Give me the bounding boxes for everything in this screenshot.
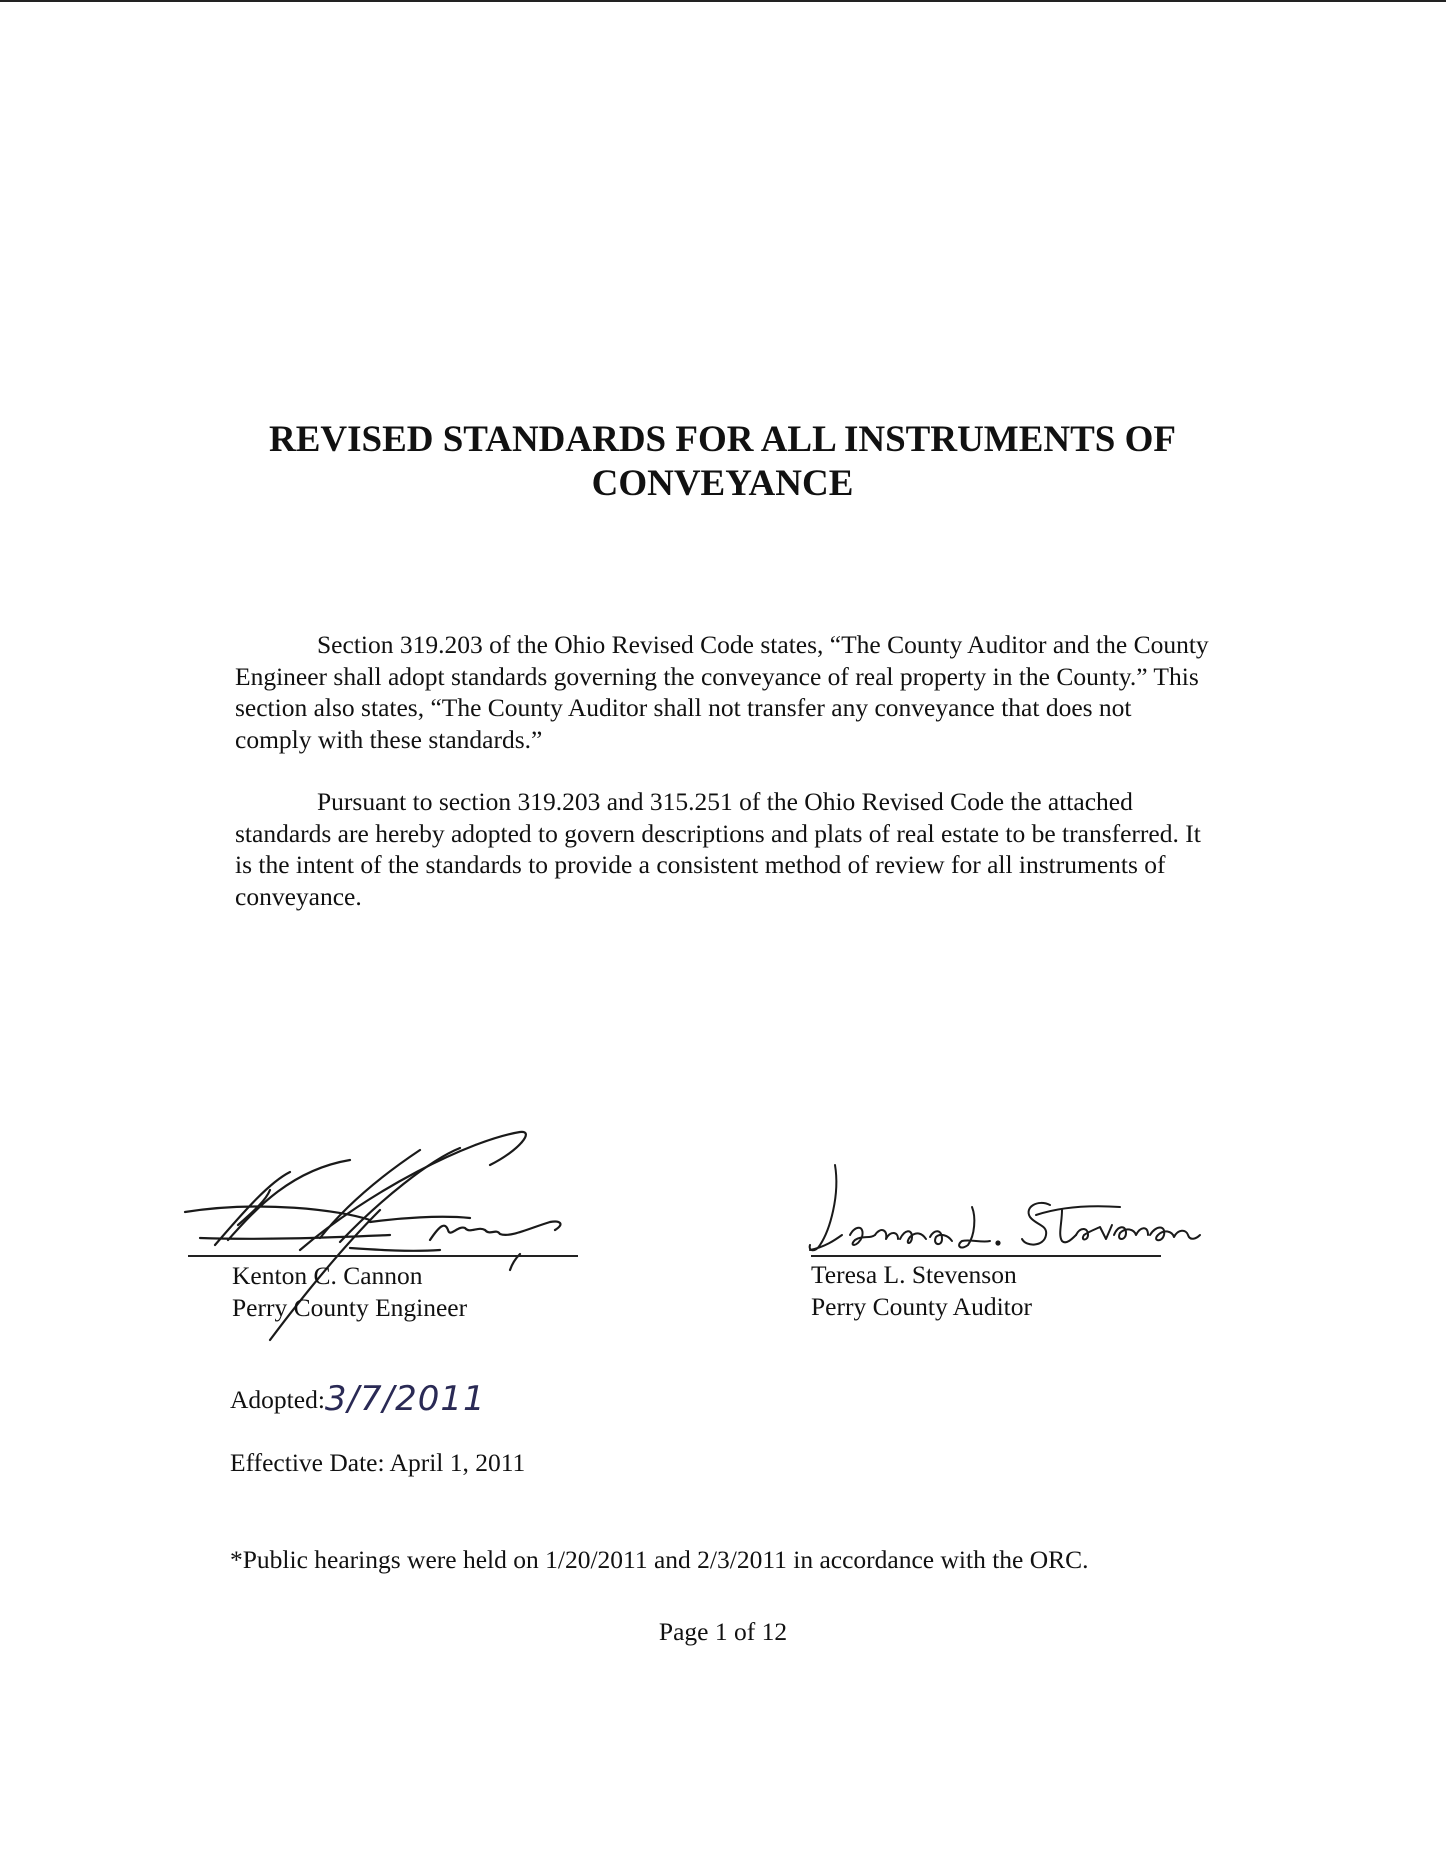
document-title (240, 418, 1205, 506)
adopted-label: Adopted: (230, 1385, 325, 1414)
engineer-signature-block (232, 1260, 467, 1324)
adopted-date-line (230, 1379, 486, 1419)
auditor-signature-block (811, 1259, 1032, 1323)
paragraph-statute-quote: Section 319.203 of the Ohio Revised Code states, “The County Auditor and the County Engineer shall adopt standards governing the conveyance of real property in the County.” This section also states, “The County Auditor shall not transfer any conveyance that does not comply with these standards.” (235, 630, 1209, 754)
scan-top-edge (0, 0, 1446, 2)
auditor-signature-line (811, 1255, 1161, 1257)
paragraph-adoption: Pursuant to section 319.203 and 315.251 of the Ohio Revised Code the attached standards are hereby adopted to govern descriptions and plats of real estate to be transferred. It is the intent of the standards to provide a consistent method of review for all instruments of conveyance. (235, 787, 1201, 911)
title-line-1: REVISED STANDARDS FOR ALL INSTRUMENTS OF (268, 419, 1177, 460)
title-line-2: CONVEYANCE (591, 463, 854, 504)
auditor-signature (800, 1155, 1220, 1260)
effective-date: Effective Date: April 1, 2011 (230, 1448, 526, 1477)
auditor-title: Perry County Auditor (811, 1292, 1032, 1321)
public-hearing-note: *Public hearings were held on 1/20/2011 and 2/3/2011 in accordance with the ORC. (230, 1545, 1089, 1574)
engineer-signature-line (188, 1255, 578, 1257)
page-number: Page 1 of 12 (658, 1617, 788, 1646)
adopted-handwritten-date: 3/7/2011 (324, 1379, 486, 1419)
engineer-name: Kenton C. Cannon (232, 1261, 423, 1290)
auditor-name: Teresa L. Stevenson (811, 1260, 1017, 1289)
engineer-title: Perry County Engineer (232, 1293, 468, 1322)
